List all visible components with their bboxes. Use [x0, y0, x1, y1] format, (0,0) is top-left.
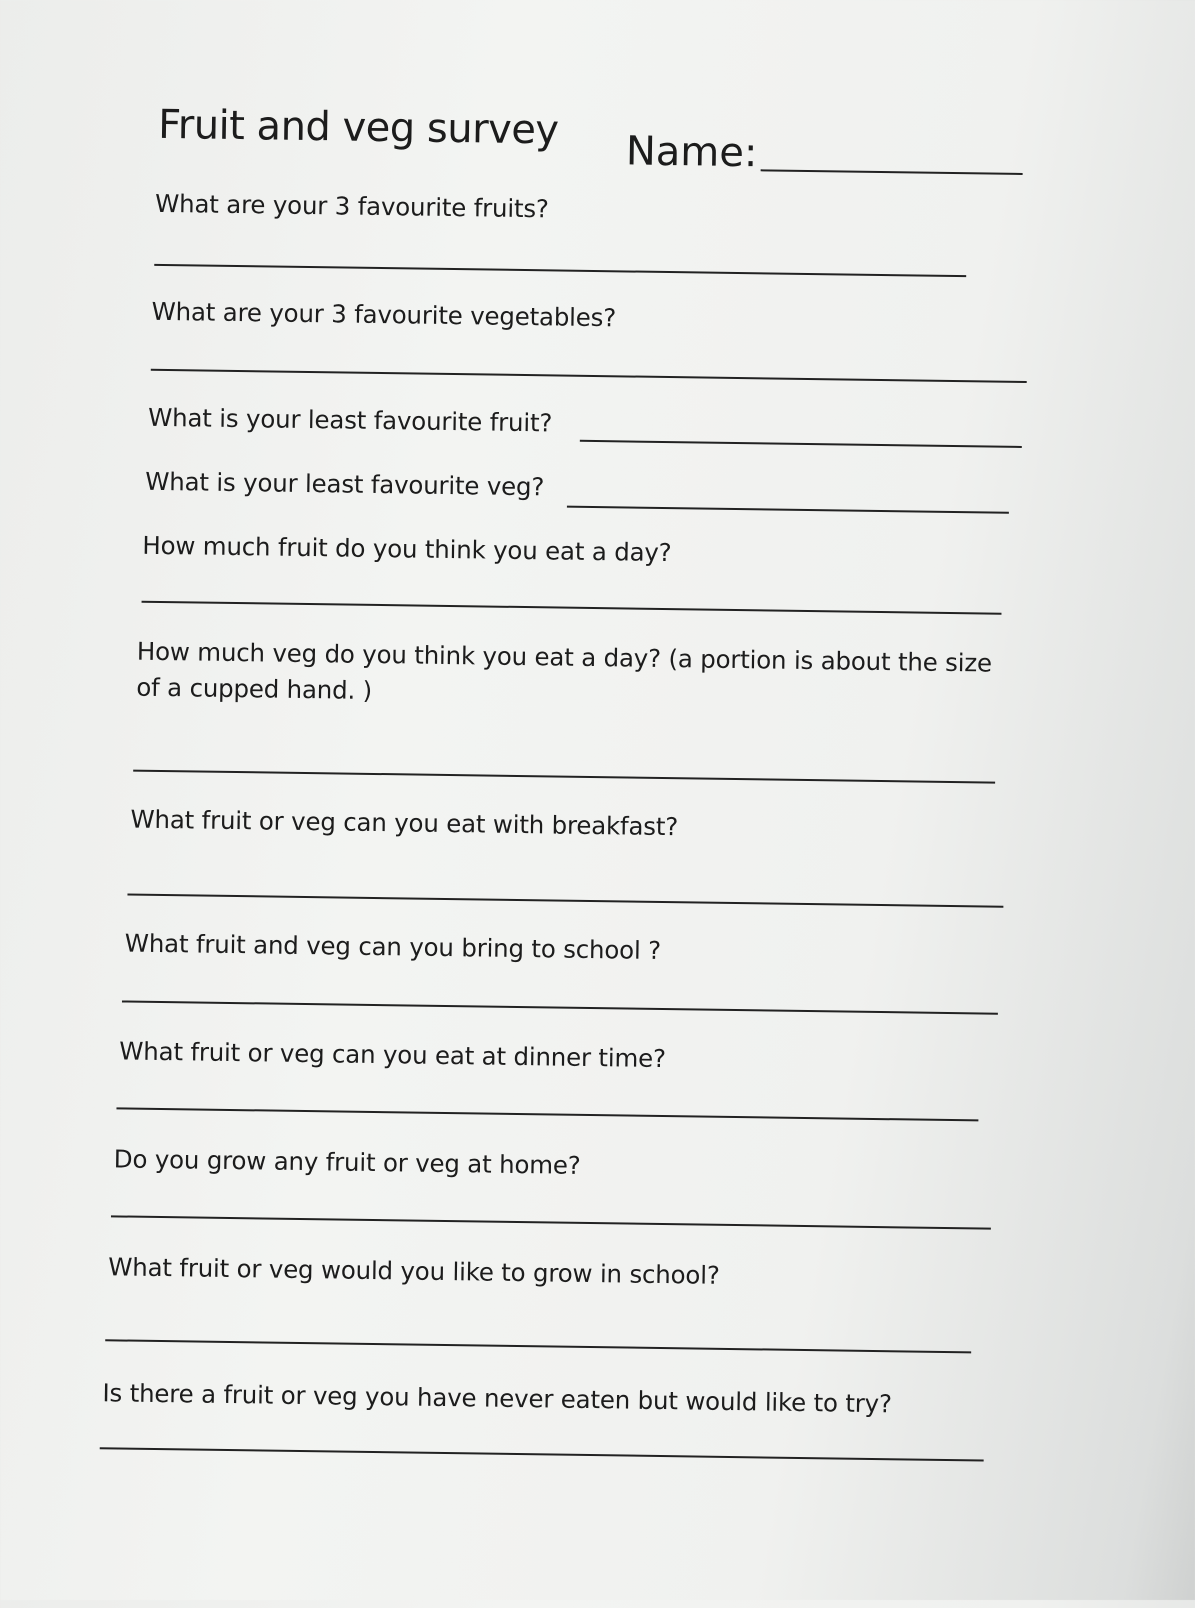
- question-favourite-vegetables: What are your 3 favourite vegetables?: [151, 296, 617, 333]
- answer-line-would-like-to-try[interactable]: [100, 1447, 984, 1461]
- question-dinner-time: What fruit or veg can you eat at dinner time?: [119, 1036, 666, 1074]
- name-label: Name:: [625, 128, 758, 177]
- answer-line-favourite-vegetables[interactable]: [151, 369, 1027, 383]
- question-bring-to-school: What fruit and veg can you bring to school ?: [124, 928, 662, 965]
- name-answer-line[interactable]: [761, 169, 1023, 175]
- question-least-favourite-veg: What is your least favourite veg?: [145, 466, 545, 502]
- answer-line-favourite-fruits[interactable]: [154, 264, 966, 277]
- question-grow-at-home: Do you grow any fruit or veg at home?: [113, 1144, 581, 1180]
- survey-title: Fruit and veg survey: [157, 101, 559, 154]
- answer-line-grow-at-home[interactable]: [111, 1215, 991, 1229]
- answer-line-bring-to-school[interactable]: [122, 1000, 998, 1014]
- question-grow-in-school: What fruit or veg would you like to grow in school?: [108, 1252, 720, 1290]
- question-breakfast: What fruit or veg can you eat with breakfast?: [130, 804, 679, 842]
- question-fruit-per-day: How much fruit do you think you eat a day?: [142, 530, 672, 568]
- answer-line-dinner-time[interactable]: [116, 1107, 978, 1121]
- answer-line-grow-in-school[interactable]: [105, 1339, 971, 1353]
- answer-line-fruit-per-day[interactable]: [142, 601, 1002, 615]
- question-would-like-to-try: Is there a fruit or veg you have never eaten but would like to try?: [102, 1378, 892, 1419]
- answer-line-breakfast[interactable]: [127, 894, 1003, 908]
- answer-line-least-favourite-veg[interactable]: [567, 506, 1009, 514]
- question-least-favourite-fruit: What is your least favourite fruit?: [147, 402, 553, 438]
- answer-line-veg-per-day[interactable]: [133, 770, 995, 784]
- answer-line-least-favourite-fruit[interactable]: [580, 440, 1022, 448]
- question-favourite-fruits: What are your 3 favourite fruits?: [154, 188, 549, 224]
- question-veg-per-day: How much veg do you think you eat a day? (a portion is about the size of a cupped hand. ): [136, 636, 993, 705]
